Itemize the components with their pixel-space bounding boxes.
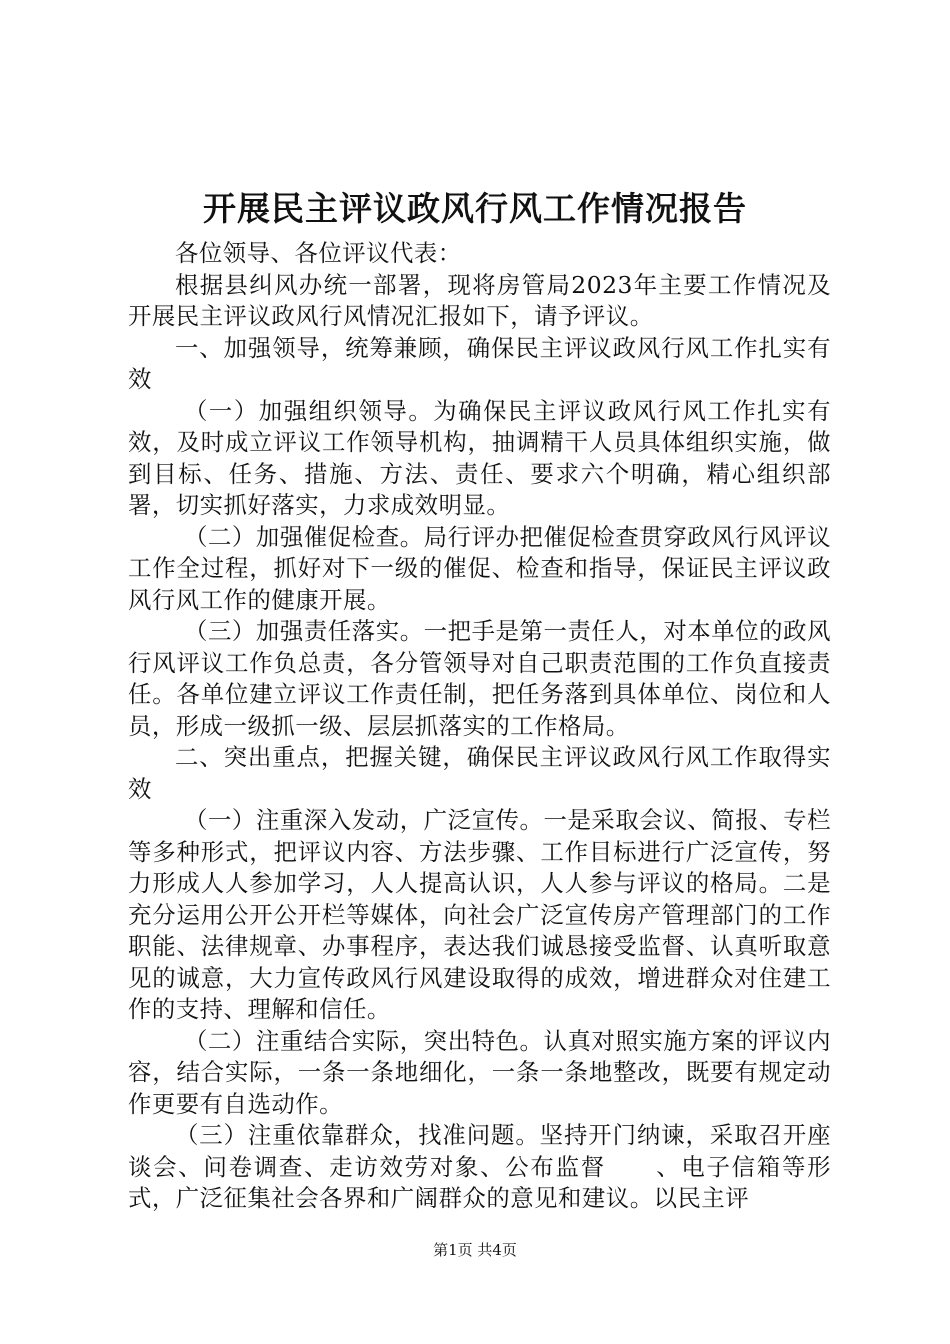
intro-paragraph: 根据县纠风办统一部署，现将房管局2023年主要工作情况及开展民主评议政风行风情况汇报如下，请予评议。 [128,270,831,330]
body-paragraph: （二）注重结合实际，突出特色。认真对照实施方案的评议内容，结合实际，一条一条地细化，一条一条地整改，既要有规定动作更要有自选动作。 [128,1026,831,1118]
body-paragraph: （一）注重深入发动，广泛宣传。一是采取会议、简报、专栏等多种形式，把评议内容、方法步骤、工作目标进行广泛宣传，努力形成人人参加学习，人人提高认识，人人参与评议的格局。二是充分运用公开公开栏等媒体，向社会广泛宣传房产管理部门的工作职能、法律规章、办事程序，表达我们诚恳接受监督、认真听取意见的诚意，大力宣传政风行风建设取得的成效，增进群众对住建工作的支持、理解和信任。 [128,806,831,1023]
section-heading-1: 一、加强领导，统筹兼顾，确保民主评议政风行风工作扎实有效 [128,333,831,393]
page-footer: 第1页 共4页 [433,1241,517,1259]
section-heading-2: 二、突出重点，把握关键，确保民主评议政风行风工作取得实效 [128,743,831,803]
body-paragraph: （三）注重依靠群众，找准问题。坚持开门纳谏，采取召开座谈会、问卷调查、走访效劳对象、公布监督 、电子信箱等形式，广泛征集社会各界和广阔群众的意见和建议。以民主评 [128,1121,831,1212]
body-paragraph: （三）加强责任落实。一把手是第一责任人，对本单位的政风行风评议工作负总责，各分管领导对自己职责范围的工作负直接责任。各单位建立评议工作责任制，把任务落到具体单位、岗位和人员，形成一级抓一级、层层抓落实的工作格局。 [128,617,831,740]
salutation: 各位领导、各位评议代表： [175,239,462,267]
document-title: 开展民主评议政风行风工作情况报告 [203,189,747,228]
body-paragraph: （一）加强组织领导。为确保民主评议政风行风工作扎实有效，及时成立评议工作领导机构，抽调精干人员具体组织实施，做到目标、任务、措施、方法、责任、要求六个明确，精心组织部署，切实抓好落实，力求成效明显。 [128,396,831,519]
document-body [128,238,831,1215]
body-paragraph: （二）加强催促检查。局行评办把催促检查贯穿政风行风评议工作全过程，抓好对下一级的催促、检查和指导，保证民主评议政风行风工作的健康开展。 [128,522,831,614]
